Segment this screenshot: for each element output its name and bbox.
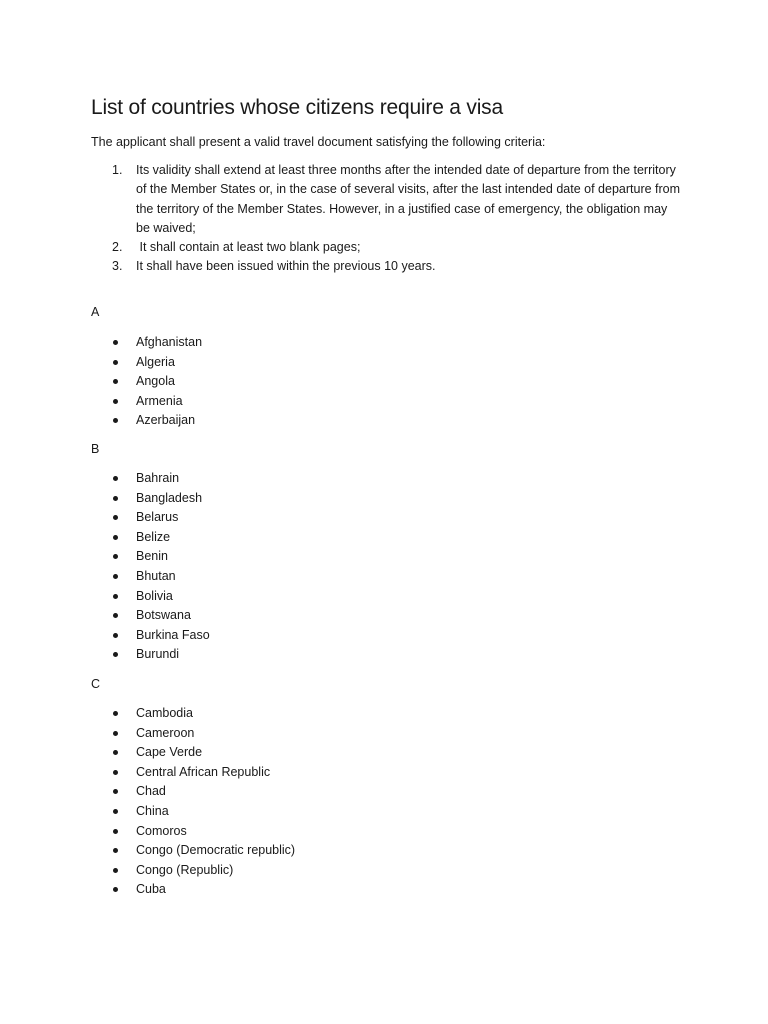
- list-item: [91, 763, 491, 783]
- country-name: Belarus: [136, 510, 179, 525]
- list-item: [91, 469, 491, 489]
- country-name: Botswana: [136, 608, 191, 623]
- page-title: List of countries whose citizens require a visa: [91, 96, 503, 119]
- bullet-icon: [113, 535, 118, 540]
- list-item: [91, 782, 491, 802]
- list-item: [91, 704, 491, 724]
- criteria-item: [91, 238, 681, 257]
- country-name: Armenia: [136, 393, 183, 408]
- country-name: Afghanistan: [136, 335, 203, 349]
- list-item: [91, 547, 491, 567]
- criteria-number: 2.: [112, 240, 123, 255]
- bullet-icon: [113, 399, 118, 404]
- bullet-icon: [113, 418, 118, 423]
- bullet-icon: [113, 554, 118, 559]
- bullet-icon: [113, 613, 118, 618]
- list-item: [91, 861, 491, 881]
- country-name: Burkina Faso: [136, 627, 210, 642]
- intro-paragraph: The applicant shall present a valid travel document satisfying the following criteria:: [91, 135, 546, 149]
- bullet-icon: [113, 379, 118, 384]
- country-list-c: [91, 704, 491, 900]
- country-list-b: [91, 469, 491, 665]
- bullet-icon: [113, 868, 118, 873]
- list-item: [91, 333, 491, 353]
- criteria-item: [91, 257, 681, 276]
- country-name: Cape Verde: [136, 745, 203, 760]
- bullet-icon: [113, 515, 118, 520]
- list-item: [91, 841, 491, 861]
- bullet-icon: [113, 360, 118, 365]
- country-name: Azerbaijan: [136, 413, 196, 428]
- list-item: [91, 724, 491, 744]
- country-name: Congo (Republic): [136, 862, 234, 877]
- country-name: Angola: [136, 374, 175, 389]
- country-name: Algeria: [136, 354, 175, 369]
- bullet-icon: [113, 496, 118, 501]
- bullet-icon: [113, 476, 118, 481]
- country-name: Bhutan: [136, 568, 176, 583]
- bullet-icon: [113, 340, 118, 345]
- bullet-icon: [113, 750, 118, 755]
- bullet-icon: [113, 711, 118, 716]
- country-name: Benin: [136, 549, 168, 564]
- section-letter-b: B: [91, 442, 100, 456]
- criteria-text: It shall contain at least two blank pages;: [136, 240, 361, 255]
- bullet-icon: [113, 770, 118, 775]
- country-name: Central African Republic: [136, 764, 271, 779]
- list-item: [91, 353, 491, 373]
- country-list-a: [91, 333, 491, 431]
- list-item: [91, 880, 491, 900]
- list-item: [91, 528, 491, 548]
- criteria-text: It shall have been issued within the previous 10 years.: [136, 259, 436, 274]
- bullet-icon: [113, 652, 118, 657]
- criteria-list: [91, 161, 681, 277]
- criteria-item: [91, 161, 681, 238]
- list-item: [91, 372, 491, 392]
- criteria-number: 3.: [112, 259, 123, 274]
- country-name: Cambodia: [136, 706, 193, 720]
- criteria-number: 1.: [112, 163, 123, 177]
- list-item: [91, 626, 491, 646]
- section-letter-c: C: [91, 677, 101, 691]
- list-item: [91, 606, 491, 626]
- criteria-text: Its validity shall extend at least three months after the intended date of departure from the territory of the Member States or, in the case of several visits, after the last intended date of departure from the territory of the Member States. However, in a justified case of emergency, the obligation may be waived;: [136, 163, 681, 235]
- country-name: Bangladesh: [136, 490, 203, 505]
- list-item: [91, 567, 491, 587]
- list-item: [91, 587, 491, 607]
- list-item: [91, 489, 491, 509]
- bullet-icon: [113, 809, 118, 814]
- list-item: [91, 822, 491, 842]
- country-name: Chad: [136, 784, 166, 799]
- country-name: Cuba: [136, 882, 166, 897]
- bullet-icon: [113, 594, 118, 599]
- list-item: [91, 508, 491, 528]
- list-item: [91, 645, 491, 665]
- bullet-icon: [113, 731, 118, 736]
- country-name: Congo (Democratic republic): [136, 843, 296, 858]
- list-item: [91, 411, 491, 431]
- section-letter-a: A: [91, 305, 100, 319]
- country-name: Burundi: [136, 647, 180, 662]
- bullet-icon: [113, 848, 118, 853]
- bullet-icon: [113, 633, 118, 638]
- bullet-icon: [113, 574, 118, 579]
- country-name: Cameroon: [136, 725, 195, 740]
- list-item: [91, 743, 491, 763]
- country-name: Bolivia: [136, 588, 173, 603]
- country-name: Belize: [136, 529, 171, 544]
- bullet-icon: [113, 887, 118, 892]
- list-item: [91, 802, 491, 822]
- country-name: Bahrain: [136, 471, 180, 485]
- bullet-icon: [113, 829, 118, 834]
- country-name: China: [136, 803, 169, 818]
- list-item: [91, 392, 491, 412]
- bullet-icon: [113, 789, 118, 794]
- country-name: Comoros: [136, 823, 187, 838]
